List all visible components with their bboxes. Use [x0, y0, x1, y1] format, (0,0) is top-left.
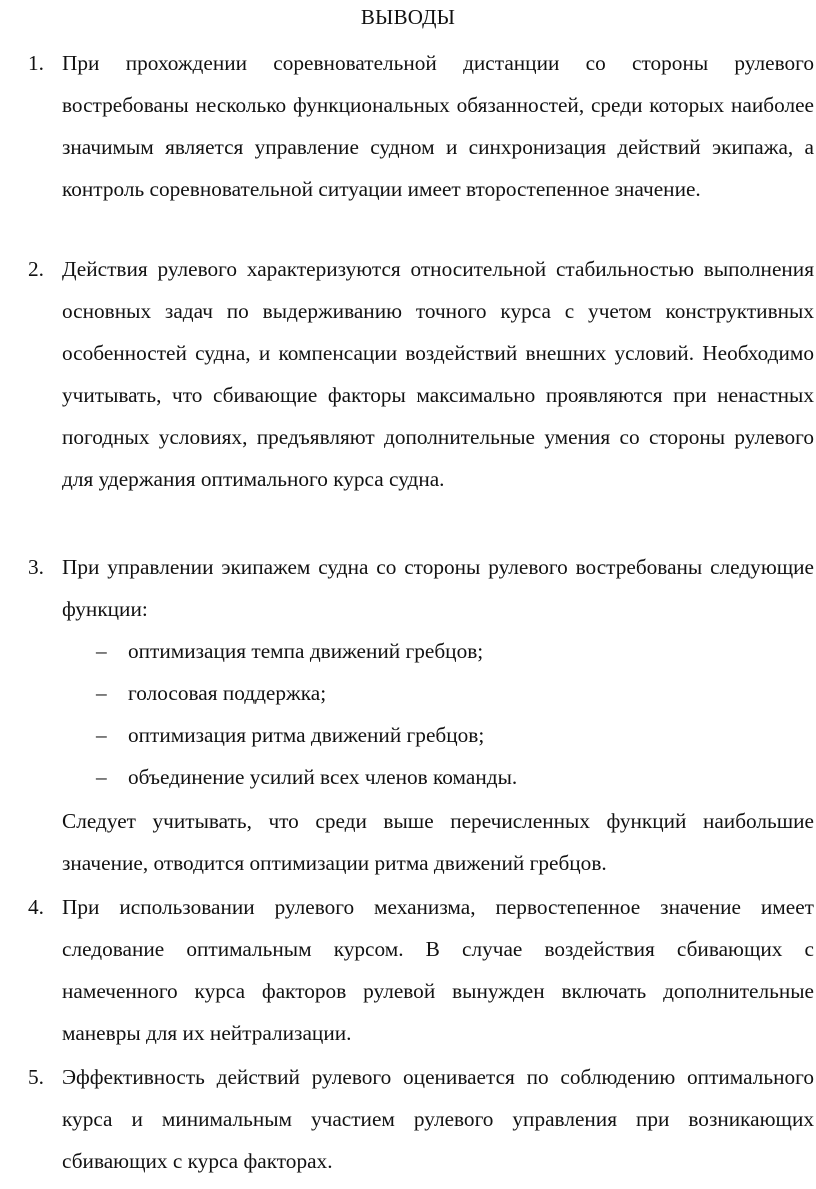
bullet-item: оптимизация темпа движений гребцов; [128, 639, 484, 663]
item-5-number: 5. [28, 1065, 44, 1089]
item-3-number: 3. [28, 555, 44, 579]
bullet-item: голосовая поддержка; [128, 681, 327, 705]
bullet-marker: – [96, 765, 107, 789]
bullet-item: оптимизация ритма движений гребцов; [128, 723, 485, 747]
page-title: ВЫВОДЫ [360, 5, 456, 29]
item-1-number: 1. [28, 51, 44, 75]
bullet-marker: – [96, 639, 107, 663]
item-4-text: При использовании рулевого механизма, первостепенное значение имеет следование оптимальным курсом. В случае воздействия сбивающих с намеченного курса факторов рулевой вынужден включать дополнительные маневры для их нейтрализации. [62, 895, 814, 1045]
bullet-marker: – [96, 681, 107, 705]
bullet-item: объединение усилий всех членов команды. [128, 765, 518, 789]
item-2-number: 2. [28, 257, 44, 281]
item-4-number: 4. [28, 895, 44, 919]
item-5-text: Эффективность действий рулевого оценивается по соблюдению оптимального курса и минимальным участием рулевого управления при возникающих сбивающих с курса факторах. [62, 1065, 814, 1173]
item-3-text: При управлении экипажем судна со стороны рулевого востребованы следующие функции: [62, 555, 814, 621]
bullet-marker: – [96, 723, 107, 747]
item-1-text: При прохождении соревновательной дистанции со стороны рулевого востребованы несколько функциональных обязанностей, среди которых наиболее значимым является управление судном и синхронизация действий экипажа, а контроль соревновательной ситуации имеет второстепенное значение. [62, 51, 814, 201]
item-2-text: Действия рулевого характеризуются относительной стабильностью выполнения основных задач по выдерживанию точного курса с учетом конструктивных особенностей судна, и компенсации воздействий внешних условий. Необходимо учитывать, что сбивающие факторы максимально проявляются при ненастных погодных условиях, предъявляют дополнительные умения со стороны рулевого для удержания оптимального курса судна. [62, 257, 814, 491]
item-3-note: Следует учитывать, что среди выше перечисленных функций наибольшие значение, отводится оптимизации ритма движений гребцов. [62, 809, 814, 875]
